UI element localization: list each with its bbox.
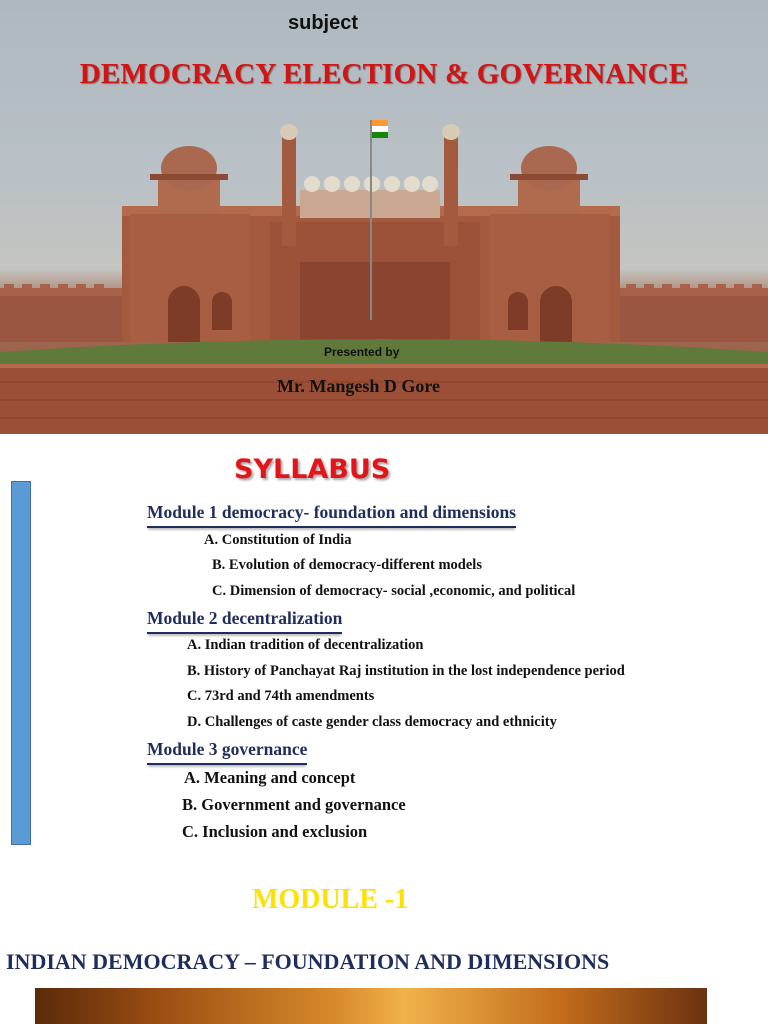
subject-label: subject — [288, 12, 359, 34]
module-3-item: B. Government and governance — [182, 795, 406, 814]
module-subtitle: INDIAN DEMOCRACY – FOUNDATION AND DIMENSIONS — [6, 949, 610, 974]
module-3-title: Module 3 governance — [147, 739, 307, 765]
module-2-item: A. Indian tradition of decentralization — [187, 637, 424, 653]
presentation-title: DEMOCRACY ELECTION & GOVERNANCE — [79, 58, 689, 90]
module-1-slide — [0, 854, 768, 1024]
module-1-title: Module 1 democracy- foundation and dimensions — [147, 502, 516, 528]
module-1-item: C. Dimension of democracy- social ,economic, and political — [212, 583, 576, 599]
module-1-item: B. Evolution of democracy-different models — [212, 557, 482, 573]
module-1-item: A. Constitution of India — [204, 532, 352, 548]
syllabus-slide — [0, 434, 768, 854]
syllabus-heading: SYLLABUS — [234, 454, 391, 485]
presented-by-label: Presented by — [324, 345, 400, 359]
module-2-item: D. Challenges of caste gender class democracy and ethnicity — [187, 714, 557, 730]
presenter-name: Mr. Mangesh D Gore — [277, 376, 440, 396]
module-3-item: C. Inclusion and exclusion — [182, 822, 368, 841]
module-2-item: B. History of Panchayat Raj institution in the lost independence period — [187, 663, 625, 679]
module-heading: MODULE -1 — [252, 884, 409, 915]
title-slide — [0, 0, 768, 434]
module-2-item: C. 73rd and 74th amendments — [187, 688, 375, 704]
module-2-title: Module 2 decentralization — [147, 608, 342, 634]
banner-image — [35, 988, 707, 1024]
module-3-item: A. Meaning and concept — [184, 768, 356, 787]
side-accent-bar — [11, 481, 31, 845]
